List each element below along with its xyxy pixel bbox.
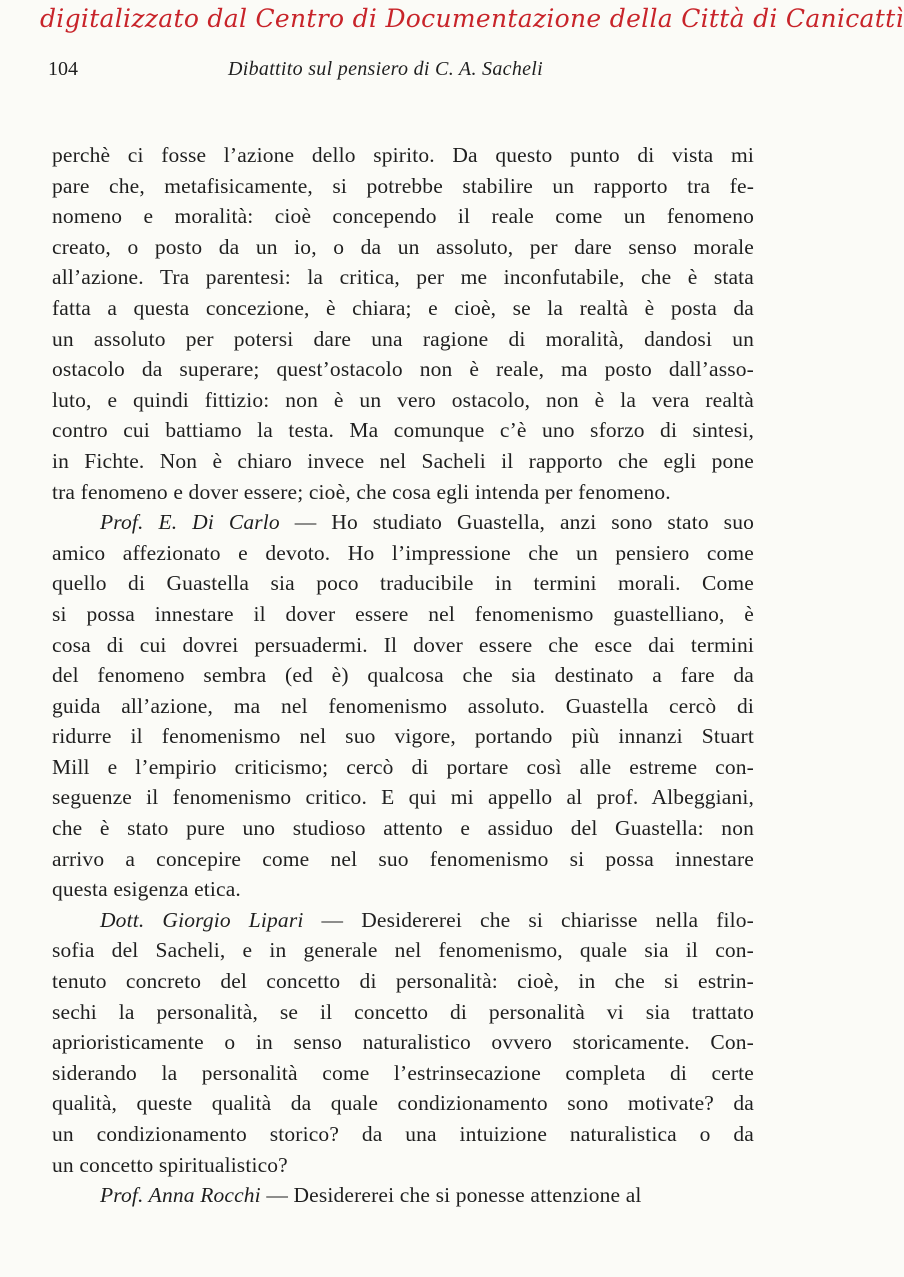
text-line (52, 599, 754, 630)
text-line (52, 813, 754, 844)
text-line (52, 293, 754, 324)
speaker-name: Dott. Giorgio Lipari (100, 907, 304, 932)
text-line (52, 568, 754, 599)
text-line (52, 477, 754, 508)
page-number: 104 (48, 58, 78, 80)
line-text: — Desidererei che si ponesse attenzione al (260, 1183, 642, 1208)
text-line (52, 385, 754, 416)
line-text: un condizionamento storico? da una intuizione naturalistica o da (52, 1122, 754, 1146)
line-text: un assoluto per potersi dare una ragione di moralità, dandosi un (52, 326, 754, 351)
text-line (52, 966, 754, 997)
text-line (52, 997, 754, 1028)
text-line (52, 660, 754, 691)
text-line (52, 874, 754, 905)
text-line (52, 1150, 754, 1181)
line-text: ridurre il fenomenismo nel suo vigore, portando più innanzi Stuart (52, 724, 754, 749)
line-text: si possa innestare il dover essere nel fenomenismo guastelliano, è (52, 601, 754, 626)
line-text: un concetto spiritualistico? (52, 1152, 288, 1177)
text-line (52, 201, 754, 232)
watermark-banner: digitalizzato dal Centro di Documentazione della Città di Canicattì (40, 4, 904, 33)
speaker-name: Prof. E. Di Carlo (100, 510, 280, 535)
line-text: — Ho studiato Guastella, anzi sono stato suo (279, 510, 754, 535)
text-line (52, 507, 754, 538)
line-text: del fenomeno sembra (ed è) qualcosa che sia destinato a fare da (52, 663, 754, 688)
line-text: fatta a questa concezione, è chiara; e cioè, se la realtà è posta da (52, 295, 754, 320)
running-title: Dibattito sul pensiero di C. A. Sacheli (228, 58, 544, 80)
line-text: guida all’azione, ma nel fenomenismo assoluto. Guastella cercò di (52, 693, 754, 718)
text-line (52, 1027, 754, 1058)
line-text: cosa di cui dovrei persuadermi. Il dover essere che esce dai termini (52, 632, 754, 657)
text-line (52, 262, 754, 293)
line-text: ostacolo da superare; quest’ostacolo non è reale, ma posto dall’asso- (52, 357, 754, 382)
text-line (52, 1119, 754, 1150)
line-text: contro cui battiamo la testa. Ma comunque c’è uno sforzo di sintesi, (52, 418, 754, 443)
text-line (52, 721, 754, 752)
line-text: amico affezionato e devoto. Ho l’impressione che un pensiero come (52, 540, 754, 565)
line-text: tenuto concreto del concetto di personalità: cioè, in che si estrin- (52, 969, 754, 994)
line-text: quello di Guastella sia poco traducibile in termini morali. Come (52, 571, 754, 596)
text-line (52, 324, 754, 355)
line-text: all’azione. Tra parentesi: la critica, per me inconfutabile, che è stata (52, 265, 754, 290)
line-text: nomeno e moralità: cioè concependo il reale come un fenomeno (52, 204, 754, 229)
line-text: pare che, metafisicamente, si potrebbe stabilire un rapporto tra fe- (52, 173, 754, 198)
text-line (52, 1180, 754, 1211)
text-line (52, 1058, 754, 1089)
line-text: seguenze il fenomenismo critico. E qui mi appello al prof. Albeggiani, (52, 785, 754, 810)
line-text: tra fenomeno e dover essere; cioè, che cosa egli intenda per fenomeno. (52, 479, 671, 504)
text-line (52, 1088, 754, 1119)
line-text: creato, o posto da un io, o da un assoluto, per dare senso morale (52, 234, 754, 259)
text-line (52, 782, 754, 813)
text-line (52, 140, 754, 171)
line-text: che è stato pure uno studioso attento e assiduo del Guastella: non (52, 816, 754, 841)
line-text: sofia del Sacheli, e in generale nel fenomenismo, quale sia il con- (52, 938, 754, 963)
text-line (52, 354, 754, 385)
text-line (52, 538, 754, 569)
text-line (52, 630, 754, 661)
text-line (52, 691, 754, 722)
line-text: luto, e quindi fittizio: non è un vero ostacolo, non è la vera realtà (52, 387, 754, 412)
text-line (52, 415, 754, 446)
body-text (52, 140, 754, 1211)
line-text: qualità, queste qualità da quale condizionamento sono motivate? da (52, 1091, 754, 1116)
text-line (52, 232, 754, 263)
line-text: questa esigenza etica. (52, 877, 241, 902)
running-head (48, 58, 754, 88)
speaker-name: Prof. Anna Rocchi (100, 1183, 261, 1208)
line-text: in Fichte. Non è chiaro invece nel Sacheli il rapporto che egli pone (52, 448, 754, 473)
line-text: sechi la personalità, se il concetto di personalità vi sia trattato (52, 999, 754, 1024)
line-text: Mill e l’empirio criticismo; cercò di portare così alle estreme con- (52, 754, 754, 779)
line-text: — Desidererei che si chiarisse nella filo- (303, 907, 754, 932)
text-line (52, 752, 754, 783)
line-text: arrivo a concepire come nel suo fenomenismo si possa innestare (52, 846, 754, 871)
line-text: aprioristicamente o in senso naturalistico ovvero storicamente. Con- (52, 1030, 754, 1055)
text-line (52, 844, 754, 875)
line-text: perchè ci fosse l’azione dello spirito. Da questo punto di vista mi (52, 143, 754, 167)
text-line (52, 905, 754, 936)
text-line (52, 171, 754, 202)
text-line (52, 446, 754, 477)
text-line (52, 935, 754, 966)
line-text: siderando la personalità come l’estrinsecazione completa di certe (52, 1060, 754, 1085)
